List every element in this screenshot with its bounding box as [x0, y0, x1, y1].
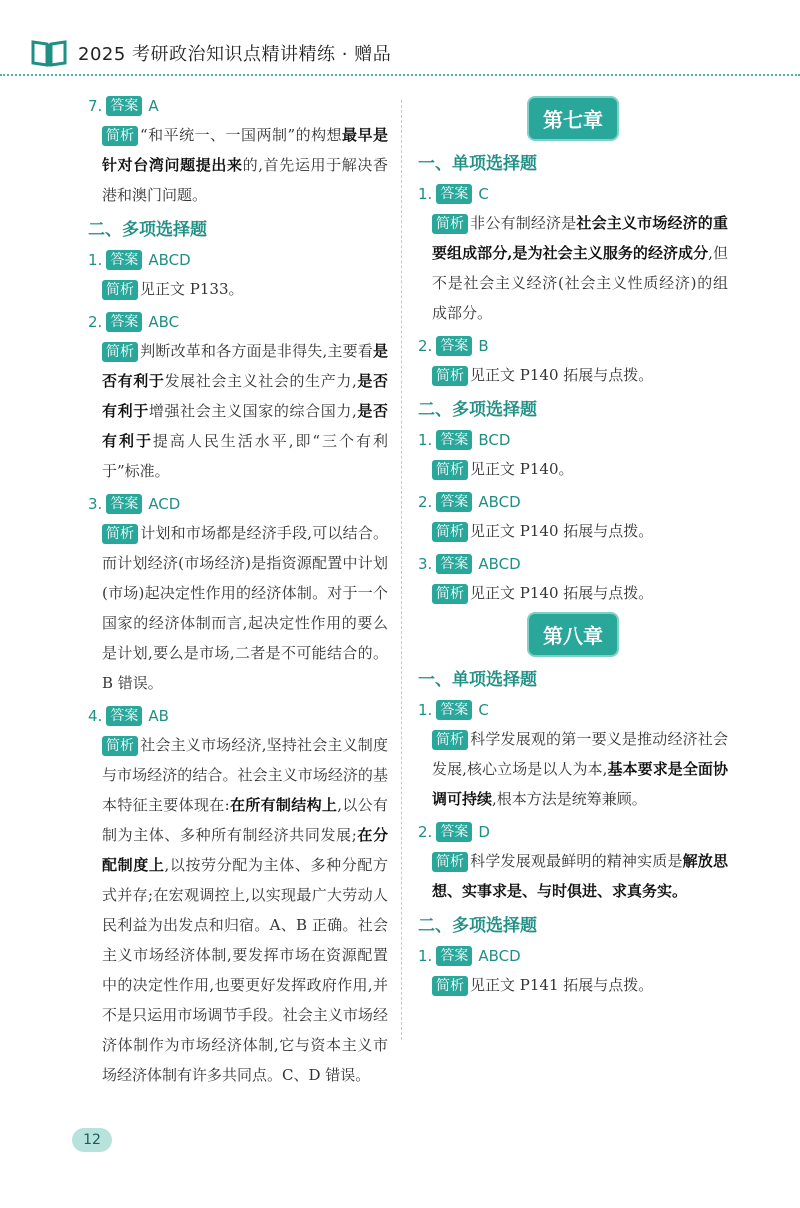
- emphasis-text: 在分配制度上: [102, 826, 388, 874]
- body-text: “和平统一、一国两制”的构想: [140, 126, 343, 144]
- question-number: 2.: [418, 823, 433, 841]
- explanation-text: [102, 126, 388, 204]
- answer-value: ACD: [148, 495, 181, 513]
- explanation-text: [102, 342, 388, 480]
- answer-badge: 答案: [106, 250, 142, 270]
- answer-value: ABCD: [148, 251, 191, 269]
- answer-badge: 答案: [436, 700, 472, 720]
- explain-badge: 简析: [102, 524, 138, 544]
- answer-value: ABCD: [478, 947, 521, 965]
- body-text: ,以公有制为主体、多种所有制经济共同发展;: [102, 796, 388, 844]
- explanation: [102, 120, 388, 210]
- explanation: [102, 518, 388, 698]
- explain-badge: 简析: [102, 126, 138, 146]
- question-number: 2.: [418, 493, 433, 511]
- chapter-heading-8: 第八章: [527, 612, 619, 657]
- answer-value: AB: [148, 707, 169, 725]
- answer-value: BCD: [478, 431, 511, 449]
- answer-badge: 答案: [106, 494, 142, 514]
- answer-row: [418, 426, 728, 454]
- explanation: [432, 846, 728, 906]
- body-text: ,但不是社会主义经济(社会主义性质经济)的组成部分。: [432, 244, 728, 322]
- answer-badge: 答案: [436, 492, 472, 512]
- answer-row: [418, 332, 728, 360]
- question-number: 7.: [88, 97, 103, 115]
- body-text: 见正文 P133。: [140, 280, 244, 298]
- chapter-heading-wrap: [418, 612, 728, 658]
- explanation: [102, 730, 388, 1090]
- section-title-single: 一、单项选择题: [418, 154, 537, 174]
- question-number: 3.: [418, 555, 433, 573]
- emphasis-text: 解放思想、实事求是、与时俱进、求真务实。: [432, 852, 728, 900]
- answer-row: [418, 942, 728, 970]
- explanation: [432, 360, 728, 390]
- explanation: [432, 724, 728, 814]
- explain-badge: 简析: [432, 852, 468, 872]
- body-text: 见正文 P140 拓展与点拨。: [470, 584, 654, 602]
- question-number: 3.: [88, 495, 103, 513]
- body-text: 见正文 P140。: [470, 460, 574, 478]
- chapter-heading-7: 第七章: [527, 96, 619, 141]
- question-number: 1.: [418, 431, 433, 449]
- header-divider: [0, 74, 800, 76]
- explanation-text: [470, 584, 653, 602]
- left-column: [88, 92, 388, 1094]
- section-title-multi: 二、多项选择题: [418, 916, 537, 936]
- answer-row: [418, 180, 728, 208]
- explanation: [432, 208, 728, 328]
- explanation-text: [432, 852, 728, 900]
- body-text: 计划和市场都是经济手段,可以结合。而计划经济(市场经济)是指资源配置中计划(市场)起决定性作用的经济体制。对于一个国家的经济体制而言,起决定性作用的要么是计划,要么是市场,二者是不可能结合的。B 错误。: [102, 524, 388, 692]
- answer-row: [88, 490, 388, 518]
- explain-badge: 简析: [432, 522, 468, 542]
- answer-badge: 答案: [436, 946, 472, 966]
- question-number: 1.: [88, 251, 103, 269]
- question-number: 1.: [418, 701, 433, 719]
- body-text: 科学发展观的第一要义是推动经济社会发展,核心立场是以人为本,: [432, 730, 728, 778]
- answer-value: ABC: [148, 313, 180, 331]
- answer-row: [88, 246, 388, 274]
- explain-badge: 简析: [432, 214, 468, 234]
- explanation-text: [470, 366, 653, 384]
- section-title-multi: 二、多项选择题: [418, 400, 537, 420]
- page-number: 12: [72, 1128, 112, 1152]
- explanation: [432, 454, 728, 484]
- explanation-text: [470, 522, 653, 540]
- answer-value: A: [148, 97, 159, 115]
- answer-value: ABCD: [478, 493, 521, 511]
- right-column: [418, 92, 728, 1004]
- question-number: 1.: [418, 185, 433, 203]
- body-text: 见正文 P140 拓展与点拨。: [470, 522, 654, 540]
- explanation-text: [470, 976, 653, 994]
- body-text: 见正文 P140 拓展与点拨。: [470, 366, 654, 384]
- explanation: [432, 578, 728, 608]
- explanation-text: [102, 524, 388, 692]
- answer-value: C: [478, 701, 489, 719]
- answer-badge: 答案: [436, 822, 472, 842]
- question-number: 2.: [418, 337, 433, 355]
- answer-row: [418, 488, 728, 516]
- explanation: [432, 516, 728, 546]
- body-text: 非公有制经济是: [470, 214, 577, 232]
- emphasis-text: 社会主义市场经济的重要组成部分,是为社会主义服务的经济成分: [432, 214, 728, 262]
- answer-badge: 答案: [436, 184, 472, 204]
- emphasis-text: 最早是针对台湾问题提出来: [102, 126, 388, 174]
- body-text: ,根本方法是统筹兼顾。: [492, 790, 647, 808]
- body-text: 科学发展观最鲜明的精神实质是: [470, 852, 683, 870]
- header-title: 2025 考研政治知识点精讲精练 · 赠品: [78, 44, 392, 65]
- answer-row: [418, 818, 728, 846]
- open-book-icon: [30, 38, 68, 68]
- emphasis-text: 是否有利于: [102, 402, 388, 450]
- body-text: ,以按劳分配为主体、多种分配方式并存;在宏观调控上,以实现最广大劳动人民利益为出发点和归宿。A、B 正确。社会主义市场经济体制,要发挥市场在资源配置中的决定性作用,也要更好发挥政府作用,并不是只运用市场调节手段。社会主义市场经济体制作为市场经济体制,它与资本主义市场经济体制有许多共同点。C、D 错误。: [102, 856, 388, 1084]
- body-text: 的,首先运用于解决香港和澳门问题。: [102, 156, 388, 204]
- explain-badge: 简析: [102, 342, 138, 362]
- answer-badge: 答案: [436, 430, 472, 450]
- answer-badge: 答案: [106, 312, 142, 332]
- body-text: 发展社会主义社会的生产力,: [164, 372, 357, 390]
- question-number: 2.: [88, 313, 103, 331]
- explain-badge: 简析: [102, 736, 138, 756]
- explanation-text: [102, 736, 388, 1084]
- body-text: 判断改革和各方面是非得失,主要看: [140, 342, 373, 360]
- question-number: 4.: [88, 707, 103, 725]
- explanation: [432, 970, 728, 1000]
- explain-badge: 简析: [432, 730, 468, 750]
- answer-value: ABCD: [478, 555, 521, 573]
- answer-row: [418, 696, 728, 724]
- emphasis-text: 是否有利于: [102, 372, 388, 420]
- body-text: 提高人民生活水平,即“三个有利于”标准。: [102, 432, 388, 480]
- explain-badge: 简析: [432, 976, 468, 996]
- answer-value: C: [478, 185, 489, 203]
- answer-row: [88, 702, 388, 730]
- answer-row: [88, 308, 388, 336]
- page-header: [30, 36, 391, 70]
- body-text: 见正文 P141 拓展与点拨。: [470, 976, 654, 994]
- answer-row: [88, 92, 388, 120]
- explanation-text: [140, 280, 244, 298]
- explanation-text: [470, 460, 574, 478]
- explanation-text: [432, 730, 728, 808]
- column-divider: [401, 100, 402, 1040]
- question-number: 1.: [418, 947, 433, 965]
- answer-row: [418, 550, 728, 578]
- explanation-text: [432, 214, 728, 322]
- emphasis-text: 是否有利于: [102, 342, 388, 390]
- emphasis-text: 基本要求是全面协调可持续: [432, 760, 728, 808]
- body-text: 增强社会主义国家的综合国力,: [148, 402, 357, 420]
- section-title-multi: 二、多项选择题: [88, 220, 207, 240]
- section-title-single: 一、单项选择题: [418, 670, 537, 690]
- answer-value: D: [478, 823, 490, 841]
- body-text: 社会主义市场经济,坚持社会主义制度与市场经济的结合。社会主义市场经济的基本特征主要体现在:: [102, 736, 388, 814]
- answer-badge: 答案: [436, 554, 472, 574]
- explain-badge: 简析: [432, 460, 468, 480]
- answer-value: B: [478, 337, 489, 355]
- explain-badge: 简析: [102, 280, 138, 300]
- explain-badge: 简析: [432, 366, 468, 386]
- answer-badge: 答案: [106, 706, 142, 726]
- emphasis-text: 在所有制结构上: [229, 796, 338, 814]
- explanation: [102, 336, 388, 486]
- explain-badge: 简析: [432, 584, 468, 604]
- answer-badge: 答案: [106, 96, 142, 116]
- answer-badge: 答案: [436, 336, 472, 356]
- chapter-heading-wrap: [418, 96, 728, 142]
- explanation: [102, 274, 388, 304]
